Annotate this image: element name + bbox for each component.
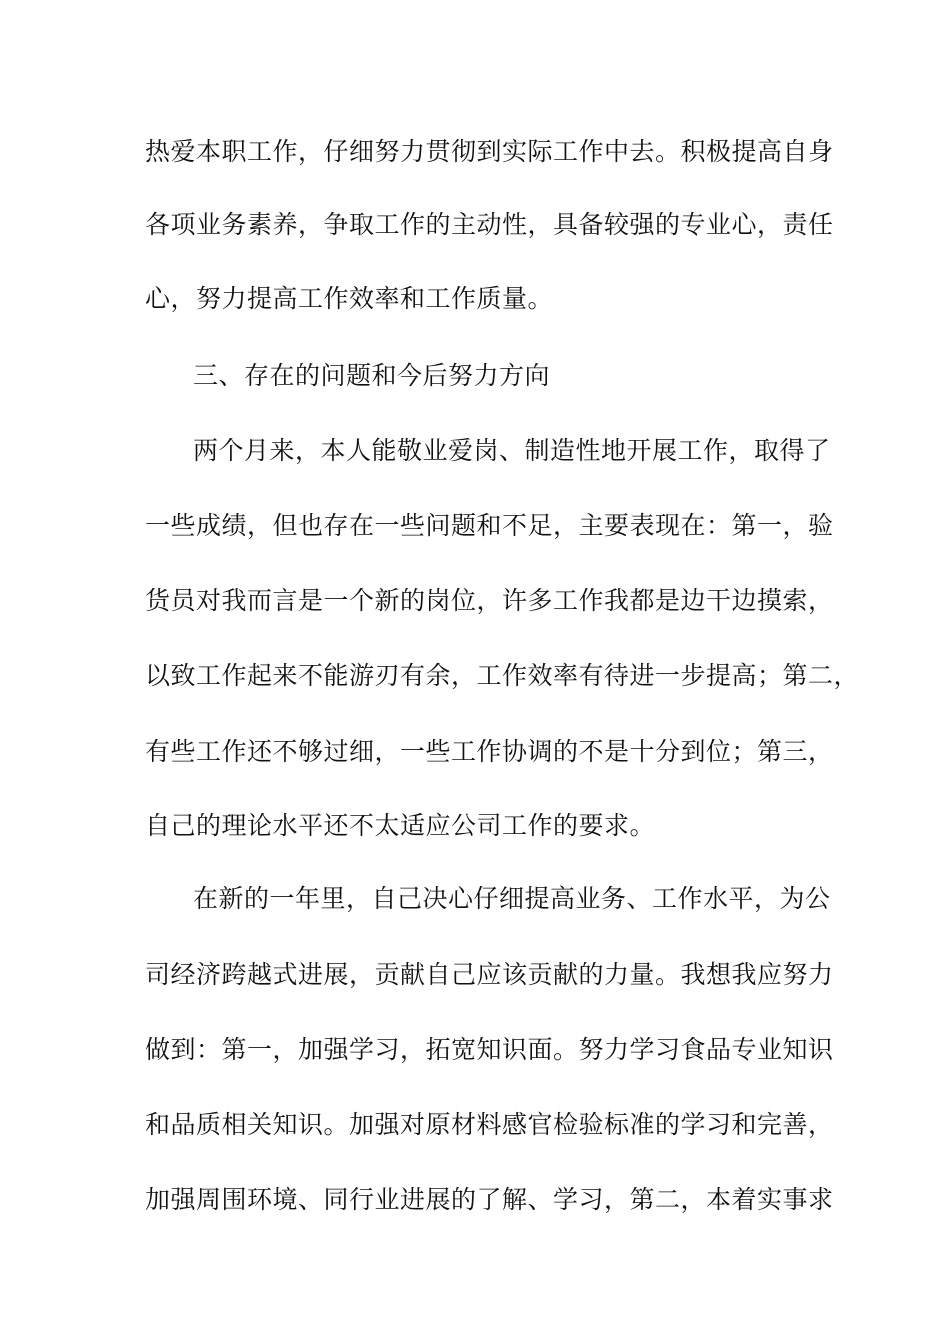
text-line-8: 以致工作起来不能游刃有余，工作效率有待进一步提高；第二，: [145, 661, 860, 690]
text-line-6: 一些成绩，但也存在一些问题和不足，主要表现在：第一，验: [145, 511, 834, 540]
section-heading: 三、存在的问题和今后努力方向: [193, 361, 551, 390]
text-line-12: 司经济跨越式进展，贡献自己应该贡献的力量。我想我应努力: [145, 960, 834, 989]
text-line-2: 各项业务素养，争取工作的主动性，具备较强的专业心，责任: [145, 210, 834, 239]
text-line-15: 加强周围环境、同行业进展的了解、学习，第二，本着实事求: [145, 1185, 834, 1214]
text-line-14: 和品质相关知识。加强对原材料感官检验标准的学习和完善，: [145, 1110, 834, 1139]
text-line-9: 有些工作还不够过细，一些工作协调的不是十分到位；第三，: [145, 737, 834, 766]
text-line-3: 心，努力提高工作效率和工作质量。: [145, 284, 554, 313]
text-line-10: 自己的理论水平还不太适应公司工作的要求。: [145, 811, 656, 840]
text-line-13: 做到：第一，加强学习，拓宽知识面。努力学习食品专业知识: [145, 1035, 834, 1064]
text-line-1: 热爱本职工作，仔细努力贯彻到实际工作中去。积极提高自身: [145, 137, 834, 166]
text-line-11: 在新的一年里，自己决心仔细提高业务、工作水平，为公: [193, 884, 831, 913]
text-line-5: 两个月来，本人能敬业爱岗、制造性地开展工作，取得了: [193, 436, 831, 465]
text-line-7: 货员对我而言是一个新的岗位，许多工作我都是边干边摸索，: [145, 586, 834, 615]
